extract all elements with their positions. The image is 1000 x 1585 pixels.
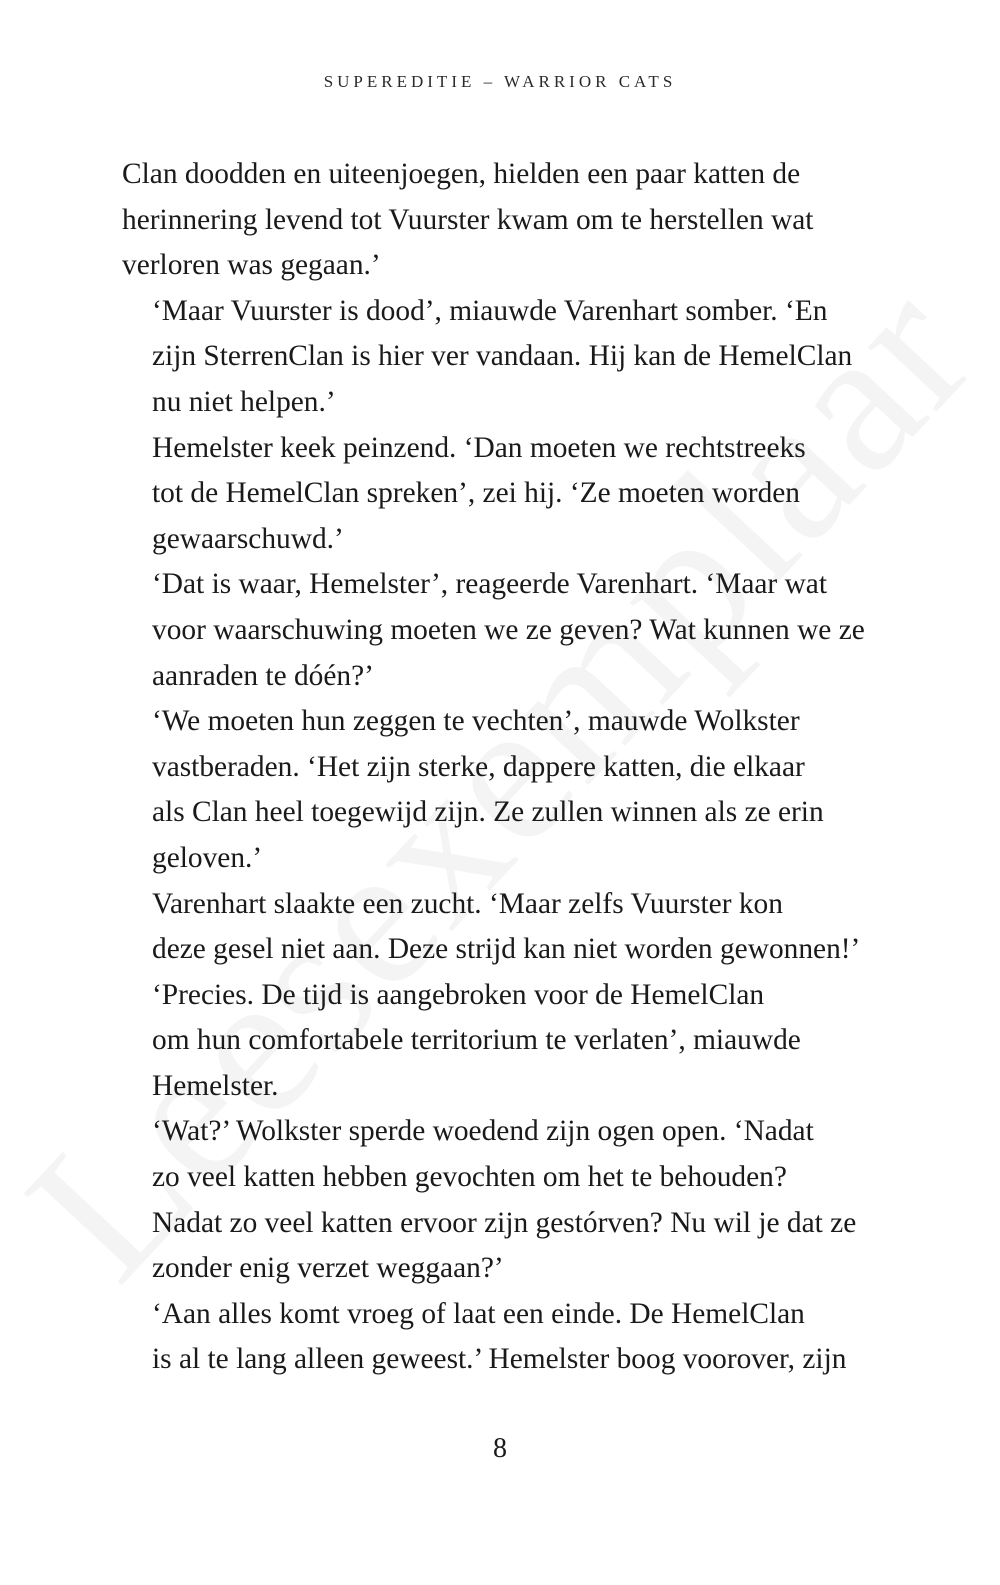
text-line: deze gesel niet aan. Deze strijd kan niet worden gewonnen!’ xyxy=(152,933,861,966)
text-line: Nadat zo veel katten ervoor zijn gestórven? Nu wil je dat ze xyxy=(152,1206,857,1239)
text-line: Clan doodden en uiteenjoegen, hielden een paar katten de xyxy=(122,158,801,190)
text-line: ‘Aan alles komt vroeg of laat een einde. De HemelClan xyxy=(152,1297,805,1330)
text-line: Hemelster. xyxy=(152,1069,279,1102)
paragraph-6 xyxy=(122,882,882,973)
text-line: tot de HemelClan spreken’, zei hij. ‘Ze moeten worden xyxy=(152,477,801,510)
text-line: zo veel katten hebben gevochten om het te behouden? xyxy=(152,1161,787,1194)
text-line: zijn SterrenClan is hier ver vandaan. Hij kan de HemelClan xyxy=(152,340,853,373)
text-line: om hun comfortabele territorium te verlaten’, miauwde xyxy=(152,1024,801,1057)
paragraph-2 xyxy=(122,289,882,426)
text-line: Hemelster keek peinzend. ‘Dan moeten we rechtstreeks xyxy=(152,431,806,464)
text-line: nu niet helpen.’ xyxy=(152,385,336,418)
text-line: Varenhart slaakte een zucht. ‘Maar zelfs Vuurster kon xyxy=(152,887,783,920)
text-line: ‘Dat is waar, Hemelster’, reageerde Varenhart. ‘Maar wat xyxy=(152,568,828,601)
paragraph-9 xyxy=(122,1292,882,1383)
text-line: als Clan heel toegewijd zijn. Ze zullen winnen als ze erin xyxy=(152,796,824,829)
text-line: vastberaden. ‘Het zijn sterke, dappere katten, die elkaar xyxy=(152,750,805,783)
text-line: ‘We moeten hun zeggen te vechten’, mauwde Wolkster xyxy=(152,705,800,738)
text-line: zonder enig verzet weggaan?’ xyxy=(152,1252,504,1285)
text-line: aanraden te dóén?’ xyxy=(152,659,374,692)
paragraph-5 xyxy=(122,699,882,881)
text-line: voor waarschuwing moeten we ze geven? Wat kunnen we ze xyxy=(152,613,865,646)
text-line: herinnering levend tot Vuurster kwam om te herstellen wat xyxy=(122,203,814,236)
text-line: geloven.’ xyxy=(152,841,263,874)
body-text xyxy=(122,152,882,1383)
paragraph-8 xyxy=(122,1109,882,1291)
paragraph-1 xyxy=(122,152,882,289)
paragraph-3 xyxy=(122,426,882,563)
running-header: SUPEREDITIE – WARRIOR CATS xyxy=(323,72,677,91)
text-line: verloren was gegaan.’ xyxy=(122,249,381,282)
text-line: is al te lang alleen geweest.’ Hemelster boog voorover, zijn xyxy=(152,1343,847,1376)
page-number: 8 xyxy=(493,1433,507,1464)
text-line: ‘Wat?’ Wolkster sperde woedend zijn ogen open. ‘Nadat xyxy=(152,1115,814,1148)
text-line: gewaarschuwd.’ xyxy=(152,522,344,555)
paragraph-4 xyxy=(122,562,882,699)
text-line: ‘Maar Vuurster is dood’, miauwde Varenhart somber. ‘En xyxy=(152,294,828,327)
text-line: ‘Precies. De tijd is aangebroken voor de HemelClan xyxy=(152,978,765,1011)
paragraph-7 xyxy=(122,973,882,1110)
